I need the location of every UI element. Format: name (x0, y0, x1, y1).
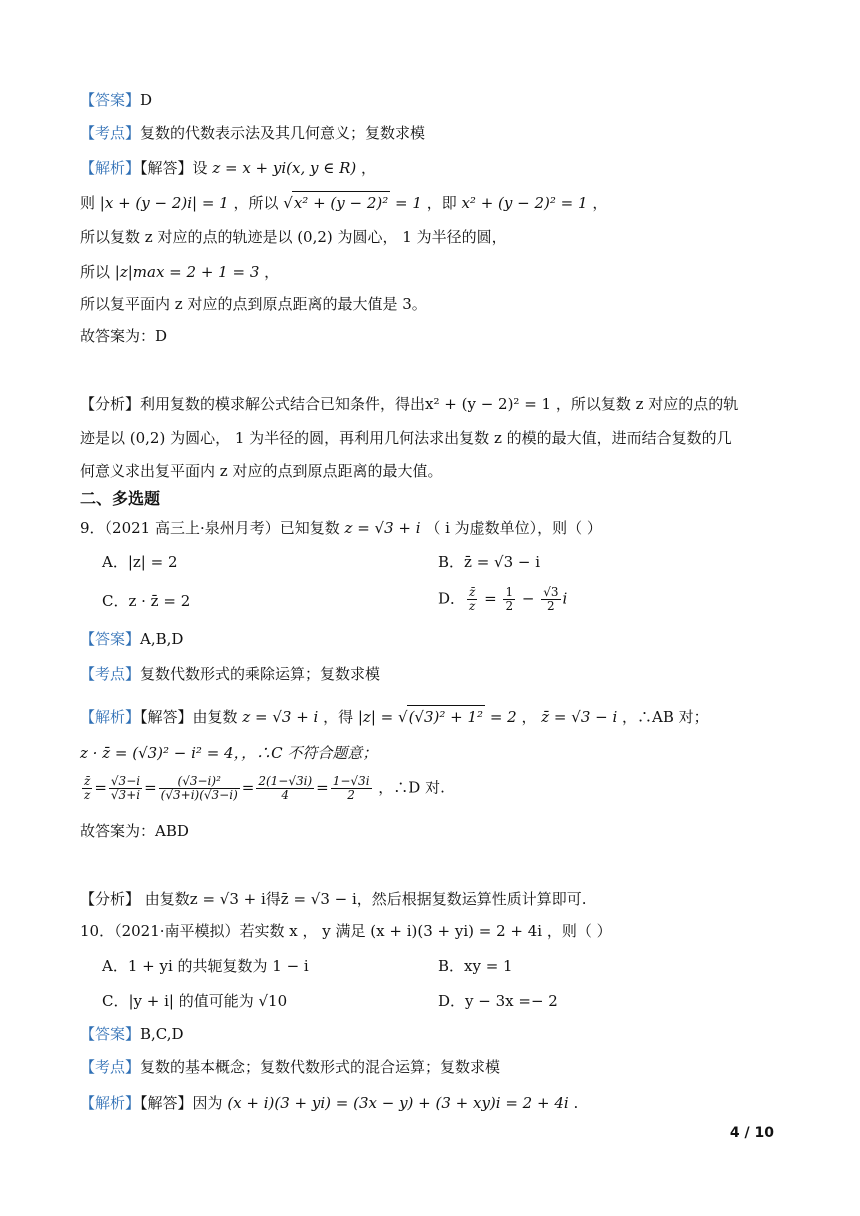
fraction: $\frac{1}{2}$ (505, 585, 514, 613)
option-label: D． (438, 589, 466, 608)
q8-point-line (80, 122, 425, 144)
q8-note-line2: 迹是以 (0,2) 为圆心， 1 为半径的圆，再利用几何法求出复数 z 的模的最大值，进而结合复数的几 (80, 429, 732, 447)
sqrt-sign: √ (283, 194, 293, 212)
q8-analysis-line3: 所以复数 z 对应的点的轨迹是以 (0,2) 为圆心， 1 为半径的圆， (80, 228, 507, 246)
sqrt-sign: √ (398, 708, 408, 726)
q9-option-c: C．z · z̄ = 2 (102, 592, 191, 610)
q9-answer: A,B,D (140, 630, 184, 648)
text: ， (259, 263, 280, 281)
text: （ i 为虚数单位），则（ ） (420, 519, 602, 537)
q8-answer-line (80, 89, 152, 111)
q9-analysis-line1 (80, 705, 709, 728)
text: ， (516, 708, 542, 726)
page-number: 4 / 10 (729, 1125, 774, 1141)
q8-analysis-line5: 所以复平面内 z 对应的点到原点距离的最大值是 3。 (80, 295, 427, 313)
text: ，即 (421, 194, 462, 212)
q8-analysis-line2 (80, 191, 607, 214)
text: ，得 (318, 708, 358, 726)
math: z = √3 + i (242, 708, 319, 726)
q9-analysis-line3: $\frac{z̄}{z}$ = $\frac{√3-i}{√3+i}$ = $\frac{\text{(√3−i)²}}{(√3+i)(√3-i)}$ = $\frac{2(1-√3i)}{4}$ = $\frac{1-√3i}{2}$ ，∴D 对. (84, 774, 445, 802)
analysis-tag: 【解析】 (80, 1094, 141, 1112)
point-tag: 【考点】 (80, 124, 141, 142)
fraction: $\frac{1-√3i}{2}$ (332, 774, 370, 802)
solve-tag: 【解答】 (140, 159, 193, 177)
q8-answer: D (140, 91, 153, 109)
section-title: 二、多选题 (80, 489, 161, 508)
math: x² + (y − 2)² = 1 (461, 194, 588, 212)
answer-tag: 【答案】 (80, 1025, 141, 1043)
fraction: $\frac{√3-i}{√3+i}$ (110, 774, 141, 802)
q10-stem: 10．（2021·南平模拟）若实数 x ， y 满足 (x + i)(3 + yi) = 2 + 4i ，则（ ） (80, 922, 612, 940)
text: − (517, 589, 540, 608)
q10-option-a: A．1 + yi 的共轭复数为 1 − i (102, 957, 309, 975)
q9-point: 复数代数形式的乘除运算；复数求模 (140, 665, 381, 683)
q10-analysis-line1 (80, 1092, 578, 1114)
q9-answer-line (80, 628, 183, 650)
math-radicand: (√3)² + 1² (407, 705, 485, 728)
analysis-tag: 【解析】 (80, 159, 141, 177)
answer-tag: 【答案】 (80, 630, 141, 648)
q9-option-b: B．z̄ = √3 − i (438, 553, 541, 571)
fraction: $\frac{z̄}{z}$ (84, 774, 91, 802)
q8-final-answer: 故答案为：D (80, 327, 168, 345)
math: = 2 (485, 708, 517, 726)
analysis-tag: 【解析】 (80, 708, 141, 726)
q9-final-answer: 故答案为：ABD (80, 822, 189, 840)
q8-analysis-line1 (80, 157, 376, 179)
fraction: $\frac{z̄}{z}$ (469, 585, 476, 613)
fraction: $\frac{2(1-√3i)}{4}$ (258, 774, 313, 802)
q10-option-b: B．xy = 1 (438, 957, 513, 975)
answer-tag: 【答案】 (80, 91, 141, 109)
fraction: $\frac{\text{(√3−i)²}}{(√3+i)(√3-i)}$ (160, 774, 238, 802)
math: z = x + yi(x, y ∈ R) (212, 159, 357, 177)
math: = 1 (390, 194, 422, 212)
point-tag: 【考点】 (80, 665, 141, 683)
text: ，∴D 对. (373, 778, 445, 797)
note-tag: 【分析】 (80, 395, 141, 413)
q9-option-d: D． $\frac{z̄}{z}$ = $\frac{1}{2}$ − $\frac{√3}{2}$ i (438, 585, 568, 613)
q10-option-d: D．y − 3x =− 2 (438, 992, 558, 1010)
text: ， (587, 194, 608, 212)
q9-stem (80, 517, 602, 539)
text: 由复数 (192, 708, 243, 726)
text: 设 (192, 159, 213, 177)
solve-tag: 【解答】 (140, 708, 193, 726)
math: (x + i)(3 + yi) = (3x − y) + (3 + xy)i = 2 + 4i (227, 1094, 569, 1112)
q8-analysis-line4 (80, 261, 279, 283)
point-tag: 【考点】 (80, 1058, 141, 1076)
text: 由复数z = √3 + i得z̄ = √3 − i，然后根据复数运算性质计算即可. (140, 890, 587, 908)
q8-note-line3: 何意义求出复平面内 z 对应的点到原点距离的最大值。 (80, 462, 443, 480)
fraction: $\frac{√3}{2}$ (543, 585, 559, 613)
text: 则 (80, 194, 100, 212)
note-tag: 【分析】 (80, 890, 141, 908)
math-radicand: x² + (y − 2)² (292, 191, 390, 214)
q8-note-line1 (80, 393, 738, 415)
q9-note (80, 888, 587, 910)
solve-tag: 【解答】 (140, 1094, 193, 1112)
q10-point-line (80, 1056, 500, 1078)
text: 所以 (80, 263, 115, 281)
q9-point-line (80, 663, 380, 685)
q9-option-a: A．|z| = 2 (102, 553, 178, 571)
math: |x + (y − 2)i| = 1 (99, 194, 229, 212)
text: ，所以 (228, 194, 284, 212)
q8-point: 复数的代数表示法及其几何意义；复数求模 (140, 124, 426, 142)
text: 9．（2021 高三上·泉州月考）已知复数 (80, 519, 345, 537)
q9-analysis-line2: z · z̄ = (√3)² − i² = 4，，∴C 不符合题意； (80, 744, 378, 762)
text: 利用复数的模求解公式结合已知条件，得出x² + (y − 2)² = 1 ，所以复数 z 对应的点的轨 (140, 395, 739, 413)
q10-point: 复数的基本概念；复数代数形式的混合运算；复数求模 (140, 1058, 501, 1076)
text: 因为 (192, 1094, 228, 1112)
q10-answer: B,C,D (140, 1025, 184, 1043)
math: |z|max = 2 + 1 = 3 (114, 263, 260, 281)
text: ， (356, 159, 377, 177)
q10-option-c: C．|y + i| 的值可能为 √10 (102, 992, 288, 1010)
math: z = √3 + i (344, 519, 421, 537)
math: |z| = (357, 708, 398, 726)
q10-answer-line (80, 1023, 184, 1045)
math: z̄ = √3 − i (541, 708, 618, 726)
text: . (568, 1094, 579, 1112)
text: ，∴AB 对； (617, 708, 709, 726)
